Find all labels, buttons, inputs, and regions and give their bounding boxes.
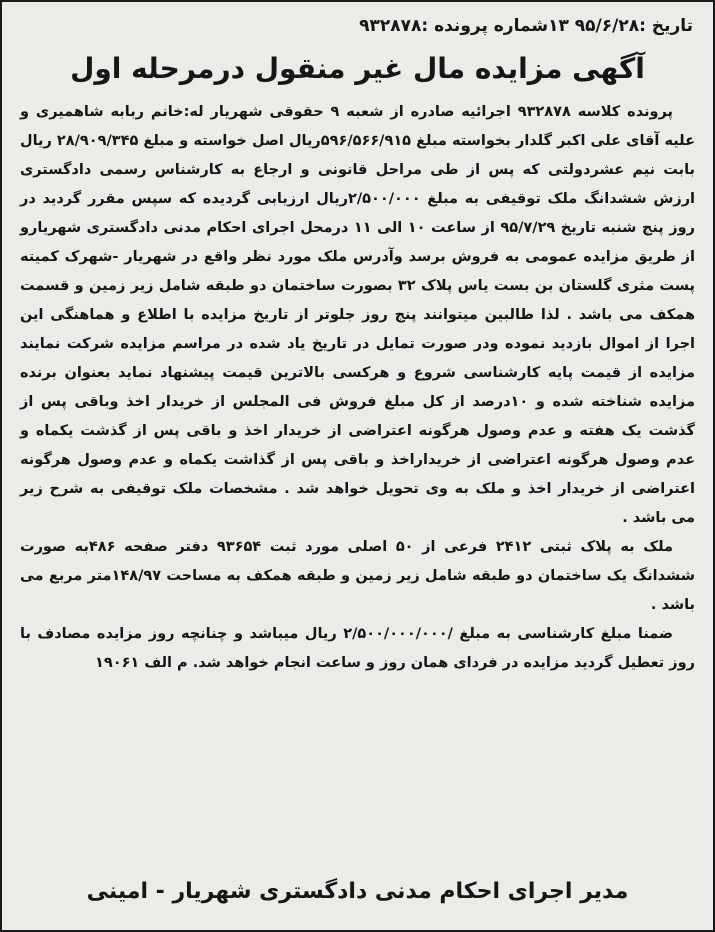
notice-signature: مدیر اجرای احکام مدنی دادگستری شهریار - امینی — [86, 879, 629, 904]
notice-paragraph-appraisal: ضمنا مبلغ کارشناسی به مبلغ /۲/۵۰۰/۰۰۰/۰۰۰ ریال میباشد و چنانچه روز مزایده مصادف با روز تعطیل گردید مزایده در فردای همان روز و ساعت انجام خواهد شد. م الف ۱۹۰۶۱ — [20, 626, 695, 671]
notice-title: آگهی مزایده مال غیر منقول درمرحله اول — [70, 52, 645, 85]
notice-paragraph-main: پرونده کلاسه ۹۳۲۸۷۸ اجرائیه صادره از شعبه ۹ حقوقی شهریار له:خانم ربابه شاهمیری و علیه آقای علی اکبر گلدار بخواسته مبلغ ۵۹۶/۵۶۶/۹۱۵ریال اصل خواسته و مبلغ ۲۸/۹۰۹/۳۴۵ ریال بابت نیم عشردولتی که پس از طی مراحل قانونی و ارجاع به کارشناس رسمی دادگستری ارزش ششدانگ ملک توقیفی به مبلغ ۲/۵۰۰/۰۰۰ریال ارزیابی گردیده که سپس مقرر گردید در روز پنج شنبه تاریخ ۹۵/۷/۲۹ از ساعت ۱۰ الی ۱۱ درمحل اجرای احکام مدنی دادگستری شهریارو از طریق مزایده عمومی به فروش برسد وآدرس ملک مورد نظر واقع در شهریار -شهرک کمیته پست مثری گلستان بن بست یاس پلاک ۳۲ بصورت ساختمان دو طبقه شامل زیر زمین و قسمت همکف می باشد . لذا طالبین میتوانند پنج روز جلوتر از تاریخ مزایده با اطلاع و هماهنگی این اجرا از اموال بازدید نموده ودر صورت تمایل در تاریخ یاد شده در مراسم مزایده شرکت نمایند مزایده از قیمت پایه کارشناسی شروع و هرکسی بالاترین قیمت پیشنهاد نماید بعنوان برنده مزایده شناخته شده و ۱۰درصد از کل مبلغ فروش فی المجلس از خریدار اخذ وباقی پس از گذشت یک هفته و عدم وصول هرگونه اعتراضی از خریدار اخذ و باقی پس از گذشت یکماه و عدم وصول هرگونه اعتراضی از خریداراخذ و باقی پس از گذاشت یکماه و عدم وصول هرگونه اعتراضی از خریدار اخذ و ملک به وی تحویل خواهد شد . مشخصات ملک توقیفی به شرح زیر می باشد . — [20, 104, 696, 526]
notice-header: تاریخ :۹۵/۶/۲۸ ۱۳شماره پرونده :۹۳۲۸۷۸ — [359, 16, 693, 36]
notice-paragraph-property: ملک به پلاک ثبتی ۲۴۱۲ فرعی از ۵۰ اصلی مورد ثبت ۹۳۶۵۴ دفتر صفحه ۴۸۶به صورت ششدانگ یک ساختمان دو طبقه شامل زیر زمین و طبقه همکف به مساحت ۱۴۸/۹۷متر مربع می باشد . — [20, 539, 695, 613]
notice-body — [20, 98, 695, 678]
